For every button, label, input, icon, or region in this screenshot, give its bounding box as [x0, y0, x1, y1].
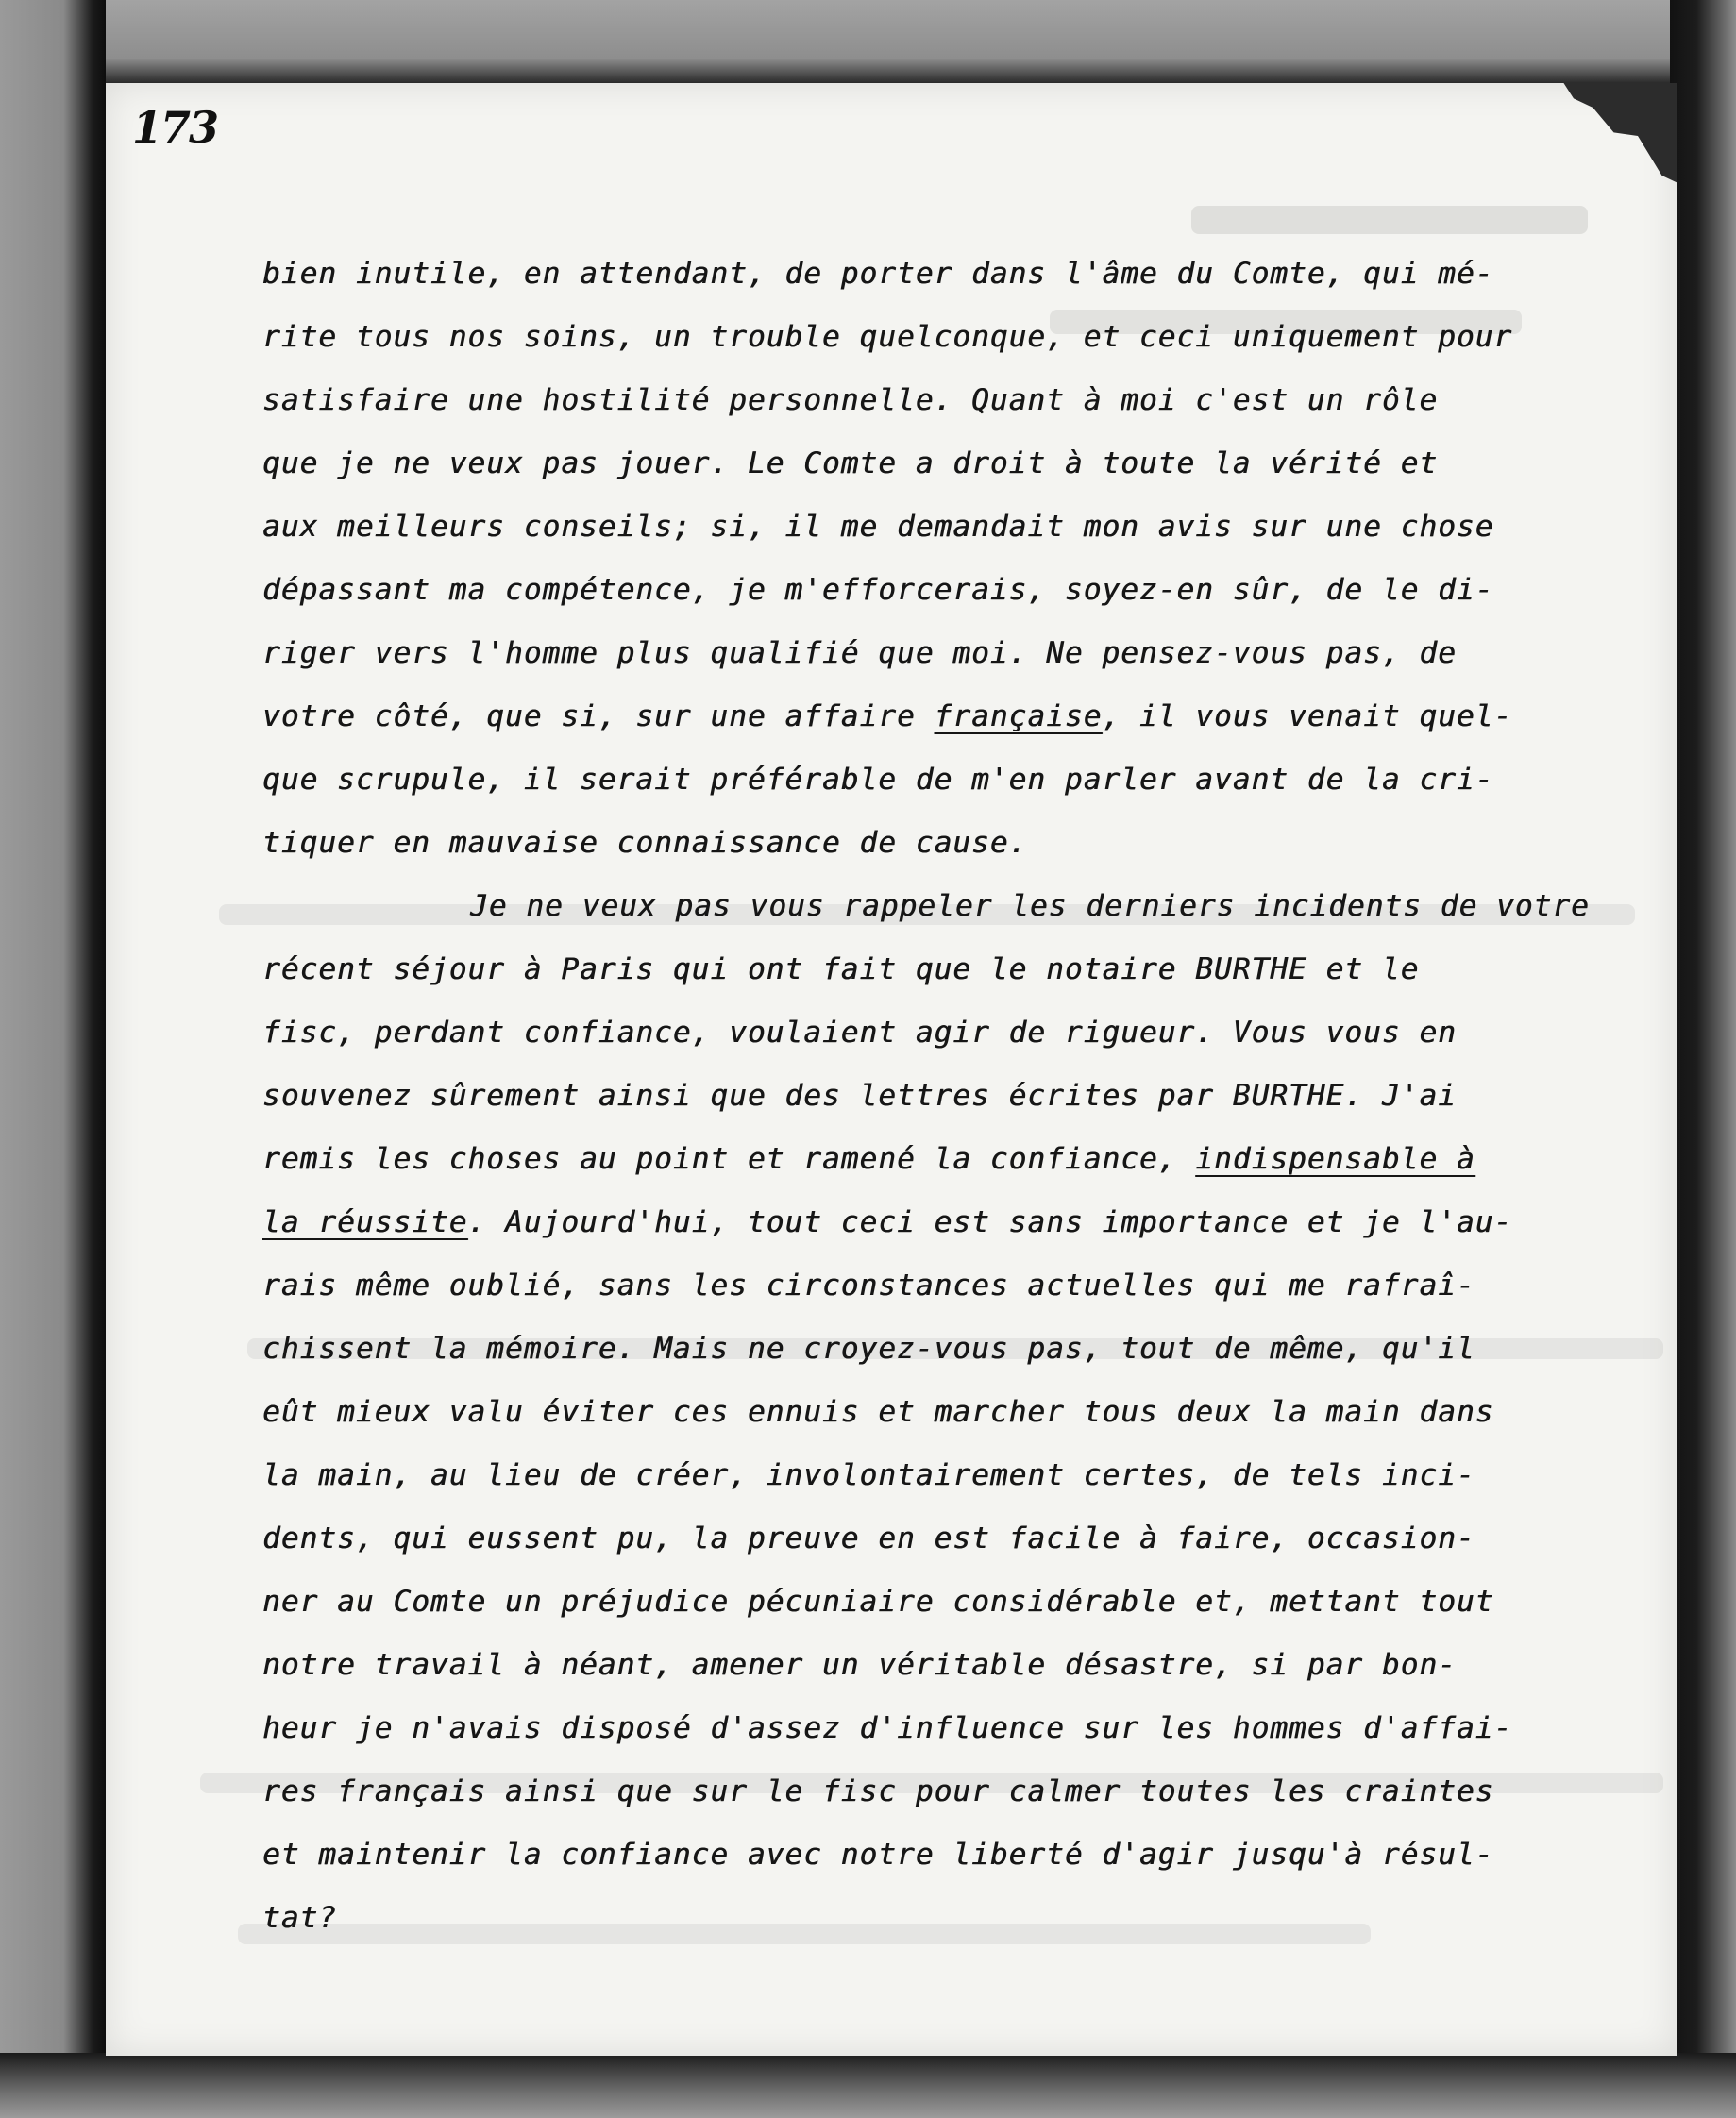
scanner-edge-left	[0, 0, 106, 2118]
text-line: récent séjour à Paris qui ont fait que le notaire BURTHE et le	[262, 952, 1420, 986]
text-line: Je ne veux pas vous rappeler les derniers incidents de votre	[470, 889, 1590, 923]
underlined-text: la réussite	[262, 1205, 468, 1239]
letter-body	[262, 243, 1660, 1950]
text-line: souvenez sûrement ainsi que des lettres écrites par BURTHE. J'ai	[262, 1079, 1457, 1113]
folio-number: 173	[132, 102, 218, 153]
text-line: chissent la mémoire. Mais ne croyez-vous pas, tout de même, qu'il	[262, 1332, 1475, 1366]
text-line	[262, 1128, 1660, 1191]
text-line: que je ne veux pas jouer. Le Comte a droit à toute la vérité et	[262, 446, 1439, 480]
scanner-edge-right	[1670, 0, 1736, 2118]
text-line: rais même oublié, sans les circonstances actuelles qui me rafraî-	[262, 1269, 1475, 1303]
text-line: notre travail à néant, amener un véritable désastre, si par bon-	[262, 1648, 1457, 1682]
text-line: riger vers l'homme plus qualifié que moi. Ne pensez-vous pas, de	[262, 636, 1457, 670]
text-line: la main, au lieu de créer, involontairement certes, de tels inci-	[262, 1458, 1475, 1492]
text-segment: votre côté, que si, sur une affaire	[262, 699, 935, 733]
text-segment: remis les choses au point et ramené la confiance,	[262, 1142, 1196, 1176]
text-line: res français ainsi que sur le fisc pour calmer toutes les craintes	[262, 1774, 1494, 1808]
text-line: eût mieux valu éviter ces ennuis et marcher tous deux la main dans	[262, 1395, 1494, 1429]
text-line: rite tous nos soins, un trouble quelconque, et ceci uniquement pour	[262, 320, 1513, 354]
text-line: que scrupule, il serait préférable de m'en parler avant de la cri-	[262, 763, 1494, 797]
text-line: ner au Comte un préjudice pécuniaire considérable et, mettant tout	[262, 1585, 1494, 1619]
text-line	[262, 685, 1660, 748]
text-line: bien inutile, en attendant, de porter dans l'âme du Comte, qui mé-	[262, 257, 1494, 291]
scanner-edge-bottom	[0, 2053, 1736, 2118]
text-line: satisfaire une hostilité personnelle. Quant à moi c'est un rôle	[262, 383, 1439, 417]
text-line: aux meilleurs conseils; si, il me demandait mon avis sur une chose	[262, 510, 1494, 544]
text-line: heur je n'avais disposé d'assez d'influence sur les hommes d'affai-	[262, 1711, 1513, 1745]
text-line: fisc, perdant confiance, voulaient agir de rigueur. Vous vous en	[262, 1016, 1457, 1050]
scanner-edge-top	[0, 0, 1736, 83]
bleed-through-texture	[1191, 206, 1588, 234]
underlined-text: indispensable à	[1195, 1142, 1475, 1176]
text-line	[262, 1191, 1660, 1254]
text-line: tiquer en mauvaise connaissance de cause.	[262, 826, 1028, 860]
text-line: et maintenir la confiance avec notre liberté d'agir jusqu'à résul-	[262, 1838, 1494, 1872]
text-line: dépassant ma compétence, je m'efforcerais, soyez-en sûr, de le di-	[262, 573, 1494, 607]
text-segment: . Aujourd'hui, tout ceci est sans importance et je l'au-	[467, 1205, 1513, 1239]
text-line: dents, qui eussent pu, la preuve en est facile à faire, occasion-	[262, 1521, 1475, 1555]
underlined-text: française	[934, 699, 1103, 733]
text-line: tat?	[262, 1901, 338, 1935]
text-segment: , il vous venait quel-	[1102, 699, 1513, 733]
